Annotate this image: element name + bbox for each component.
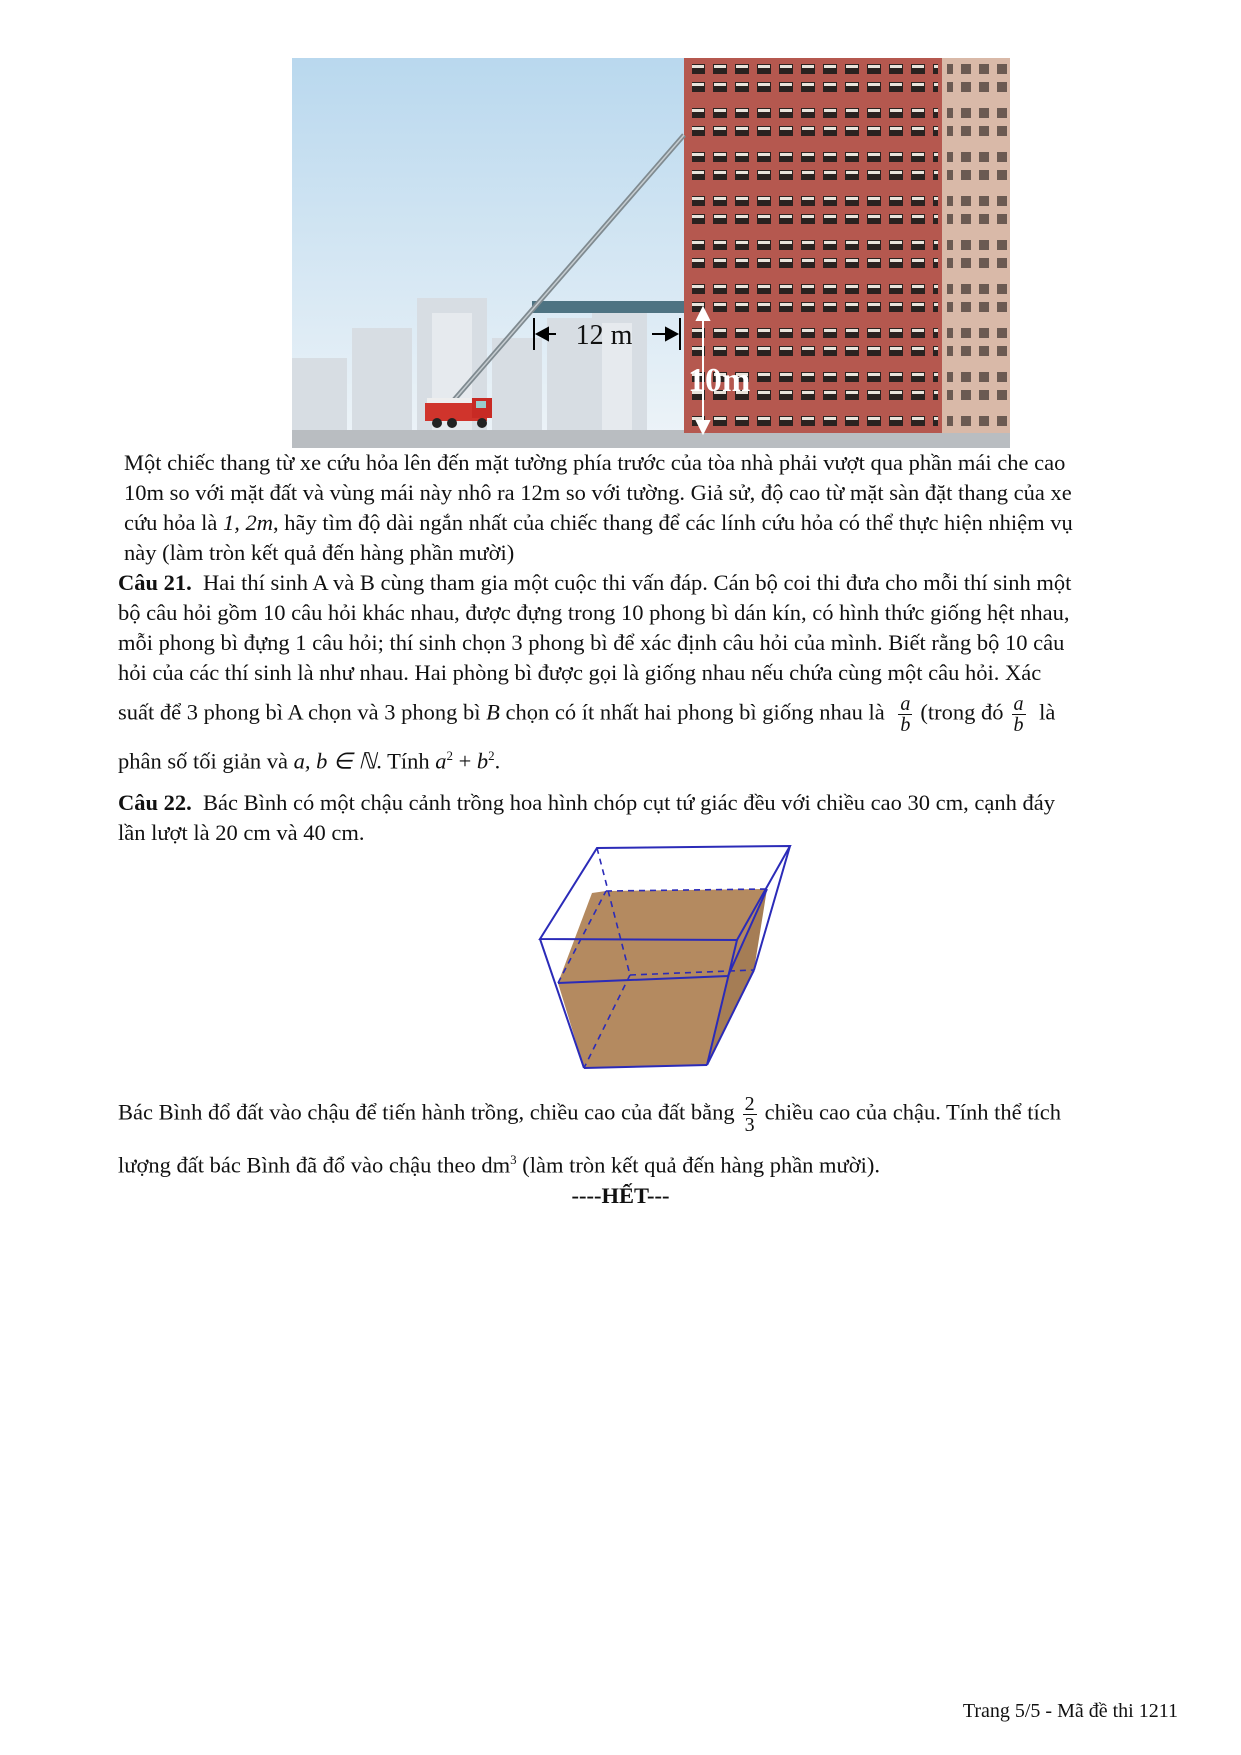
page-footer: Trang 5/5 - Mã đề thi 1211 (962, 1700, 1178, 1722)
math-a: a (435, 748, 447, 774)
math-plus: + (452, 748, 477, 774)
text-fragment: chọn có ít nhất hai phong bì giống nhau là (499, 699, 891, 725)
awning (532, 301, 684, 313)
text-fragment: (trong đó (920, 699, 1004, 725)
question-label: Câu 21. (118, 570, 192, 595)
question-22-continued (118, 1094, 1184, 1181)
fraction-a-over-b (1012, 694, 1026, 735)
text-line: 10m so với mặt đất và vùng mái này nhô ra 12m so với tường. Giả sử, độ cao từ mặt sàn đặt thang của xe (124, 480, 1072, 505)
math-b: b (476, 748, 489, 774)
fraction-numerator: 2 (744, 1093, 755, 1115)
math-set: a, b ∈ ℕ (293, 748, 377, 774)
exponent: 3 (510, 1152, 517, 1167)
text-line: này (làm tròn kết quả đến hàng phần mười) (124, 540, 515, 565)
fraction-a-over-b (898, 694, 912, 735)
fraction-denominator: b (900, 714, 911, 736)
question-label: Câu 22. (118, 790, 192, 815)
text-line (118, 508, 1184, 538)
unit-dm: dm (481, 1152, 511, 1178)
dimension-vertical-label: 10m (688, 362, 751, 399)
fraction-denominator: b (1013, 714, 1024, 736)
dimension-horizontal-label: 12 m (575, 320, 633, 351)
text-fragment: cứu hỏa là (124, 510, 224, 535)
text-line (118, 694, 1184, 735)
text-fragment: Bác Bình có một chậu cảnh trồng hoa hình chóp cụt tứ giác đều với chiều cao 30 cm, cạnh đáy (203, 790, 1055, 815)
text-line (118, 1094, 1184, 1135)
math-b: B (486, 699, 500, 725)
math-height: 1, 2m (223, 510, 274, 535)
text-line: lần lượt là 20 cm và 40 cm. (118, 820, 365, 845)
fire-ladder-illustration (292, 58, 1010, 448)
text-fragment: phân số tối giản và (118, 748, 294, 774)
fraction-numerator: a (1013, 693, 1024, 715)
text-fragment: (làm tròn kết quả đến hàng phần mười). (516, 1152, 881, 1178)
text-fragment: Bác Bình đổ đất vào chậu để tiến hành trồng, chiều cao của đất bằng (118, 1099, 735, 1125)
text-fragment: , hãy tìm độ dài ngắn nhất của chiếc thang để các lính cứu hỏa có thể thực hiện nhiệm vụ (273, 510, 1073, 535)
text-line: hỏi của các thí sinh là như nhau. Hai phòng bì được gọi là giống nhau nếu chứa cùng một câu hỏi. Xác (118, 660, 1042, 685)
text-fragment: . Tính (376, 748, 436, 774)
fraction-denominator: 3 (744, 1114, 755, 1136)
text-line (118, 741, 1184, 777)
exponent: 2 (446, 748, 453, 763)
text-line (118, 1145, 1184, 1181)
text-fragment: lượng đất bác Bình đã đổ vào chậu theo (118, 1152, 482, 1178)
fraction-two-thirds (743, 1094, 757, 1135)
text-line: mỗi phong bì đựng 1 câu hỏi; thí sinh chọn 3 phong bì để xác định câu hỏi của mình. Biết rằng bộ 10 câu (118, 630, 1065, 655)
question-21 (118, 568, 1184, 777)
text-fragment: . (494, 748, 501, 774)
text-line: Một chiếc thang từ xe cứu hỏa lên đến mặt tường phía trước của tòa nhà phải vượt qua phần mái che cao (124, 450, 1066, 475)
text-line (118, 568, 1184, 598)
truncated-pyramid-pot (530, 840, 800, 1076)
exponent: 2 (488, 748, 495, 763)
text-fragment: là (1033, 699, 1056, 725)
end-marker: ----HẾT--- (571, 1183, 670, 1208)
question-22 (118, 788, 1184, 848)
text-fragment: suất để 3 phong bì A chọn và 3 phong bì (118, 699, 487, 725)
fraction-numerator: a (900, 693, 911, 715)
text-fragment: Hai thí sinh A và B cùng tham gia một cuộc thi vấn đáp. Cán bộ coi thi đưa cho mỗi thí sinh một (203, 570, 1072, 595)
text-fragment: chiều cao của chậu. Tính thể tích (764, 1099, 1062, 1125)
text-line (118, 788, 1184, 818)
text-line: bộ câu hỏi gồm 10 câu hỏi khác nhau, được đựng trong 10 phong bì dán kín, có hình thức giống hệt nhau, (118, 600, 1070, 625)
ladder-problem-text (118, 448, 1184, 568)
